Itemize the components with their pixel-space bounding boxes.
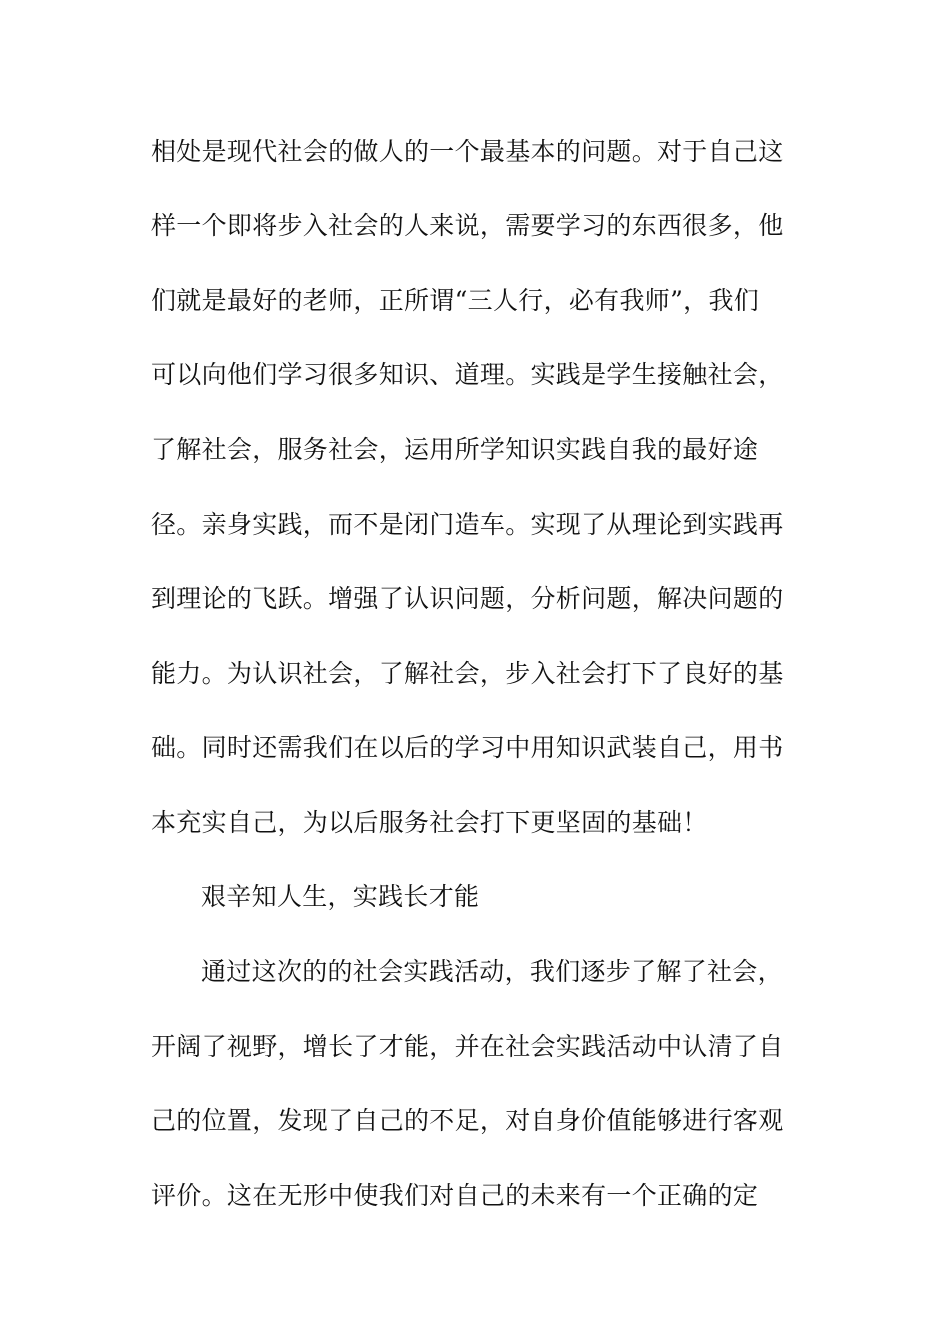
text-line: 们就是最好的老师，正所谓“三人行，必有我师”，我们 [151, 286, 760, 315]
text-line: 己的位置，发现了自己的不足，对自身价值能够进行客观 [151, 1106, 784, 1135]
text-line: 本充实自己，为以后服务社会打下更坚固的基础！ [151, 808, 708, 837]
text-line: 可以向他们学习很多知识、道理。实践是学生接触社会， [151, 360, 784, 389]
text-line: 到理论的飞跃。增强了认识问题，分析问题，解决问题的 [151, 584, 784, 613]
text-line: 评价。这在无形中使我们对自己的未来有一个正确的定 [151, 1181, 759, 1210]
text-line: 开阔了视野，增长了才能，并在社会实践活动中认清了自 [151, 1032, 784, 1061]
text-line: 础。同时还需我们在以后的学习中用知识武装自己，用书 [151, 733, 784, 762]
section-heading: 艰辛知人生，实践长才能 [201, 882, 480, 911]
paragraph-first-line: 通过这次的的社会实践活动，我们逐步了解了社会， [201, 957, 783, 986]
text-line: 了解社会，服务社会，运用所学知识实践自我的最好途 [151, 435, 759, 464]
text-line: 相处是现代社会的做人的一个最基本的问题。对于自己这 [151, 137, 784, 166]
text-line: 样一个即将步入社会的人来说，需要学习的东西很多，他 [151, 211, 784, 240]
text-line: 能力。为认识社会，了解社会，步入社会打下了良好的基 [151, 659, 784, 688]
text-line: 径。亲身实践，而不是闭门造车。实现了从理论到实践再 [151, 510, 784, 539]
